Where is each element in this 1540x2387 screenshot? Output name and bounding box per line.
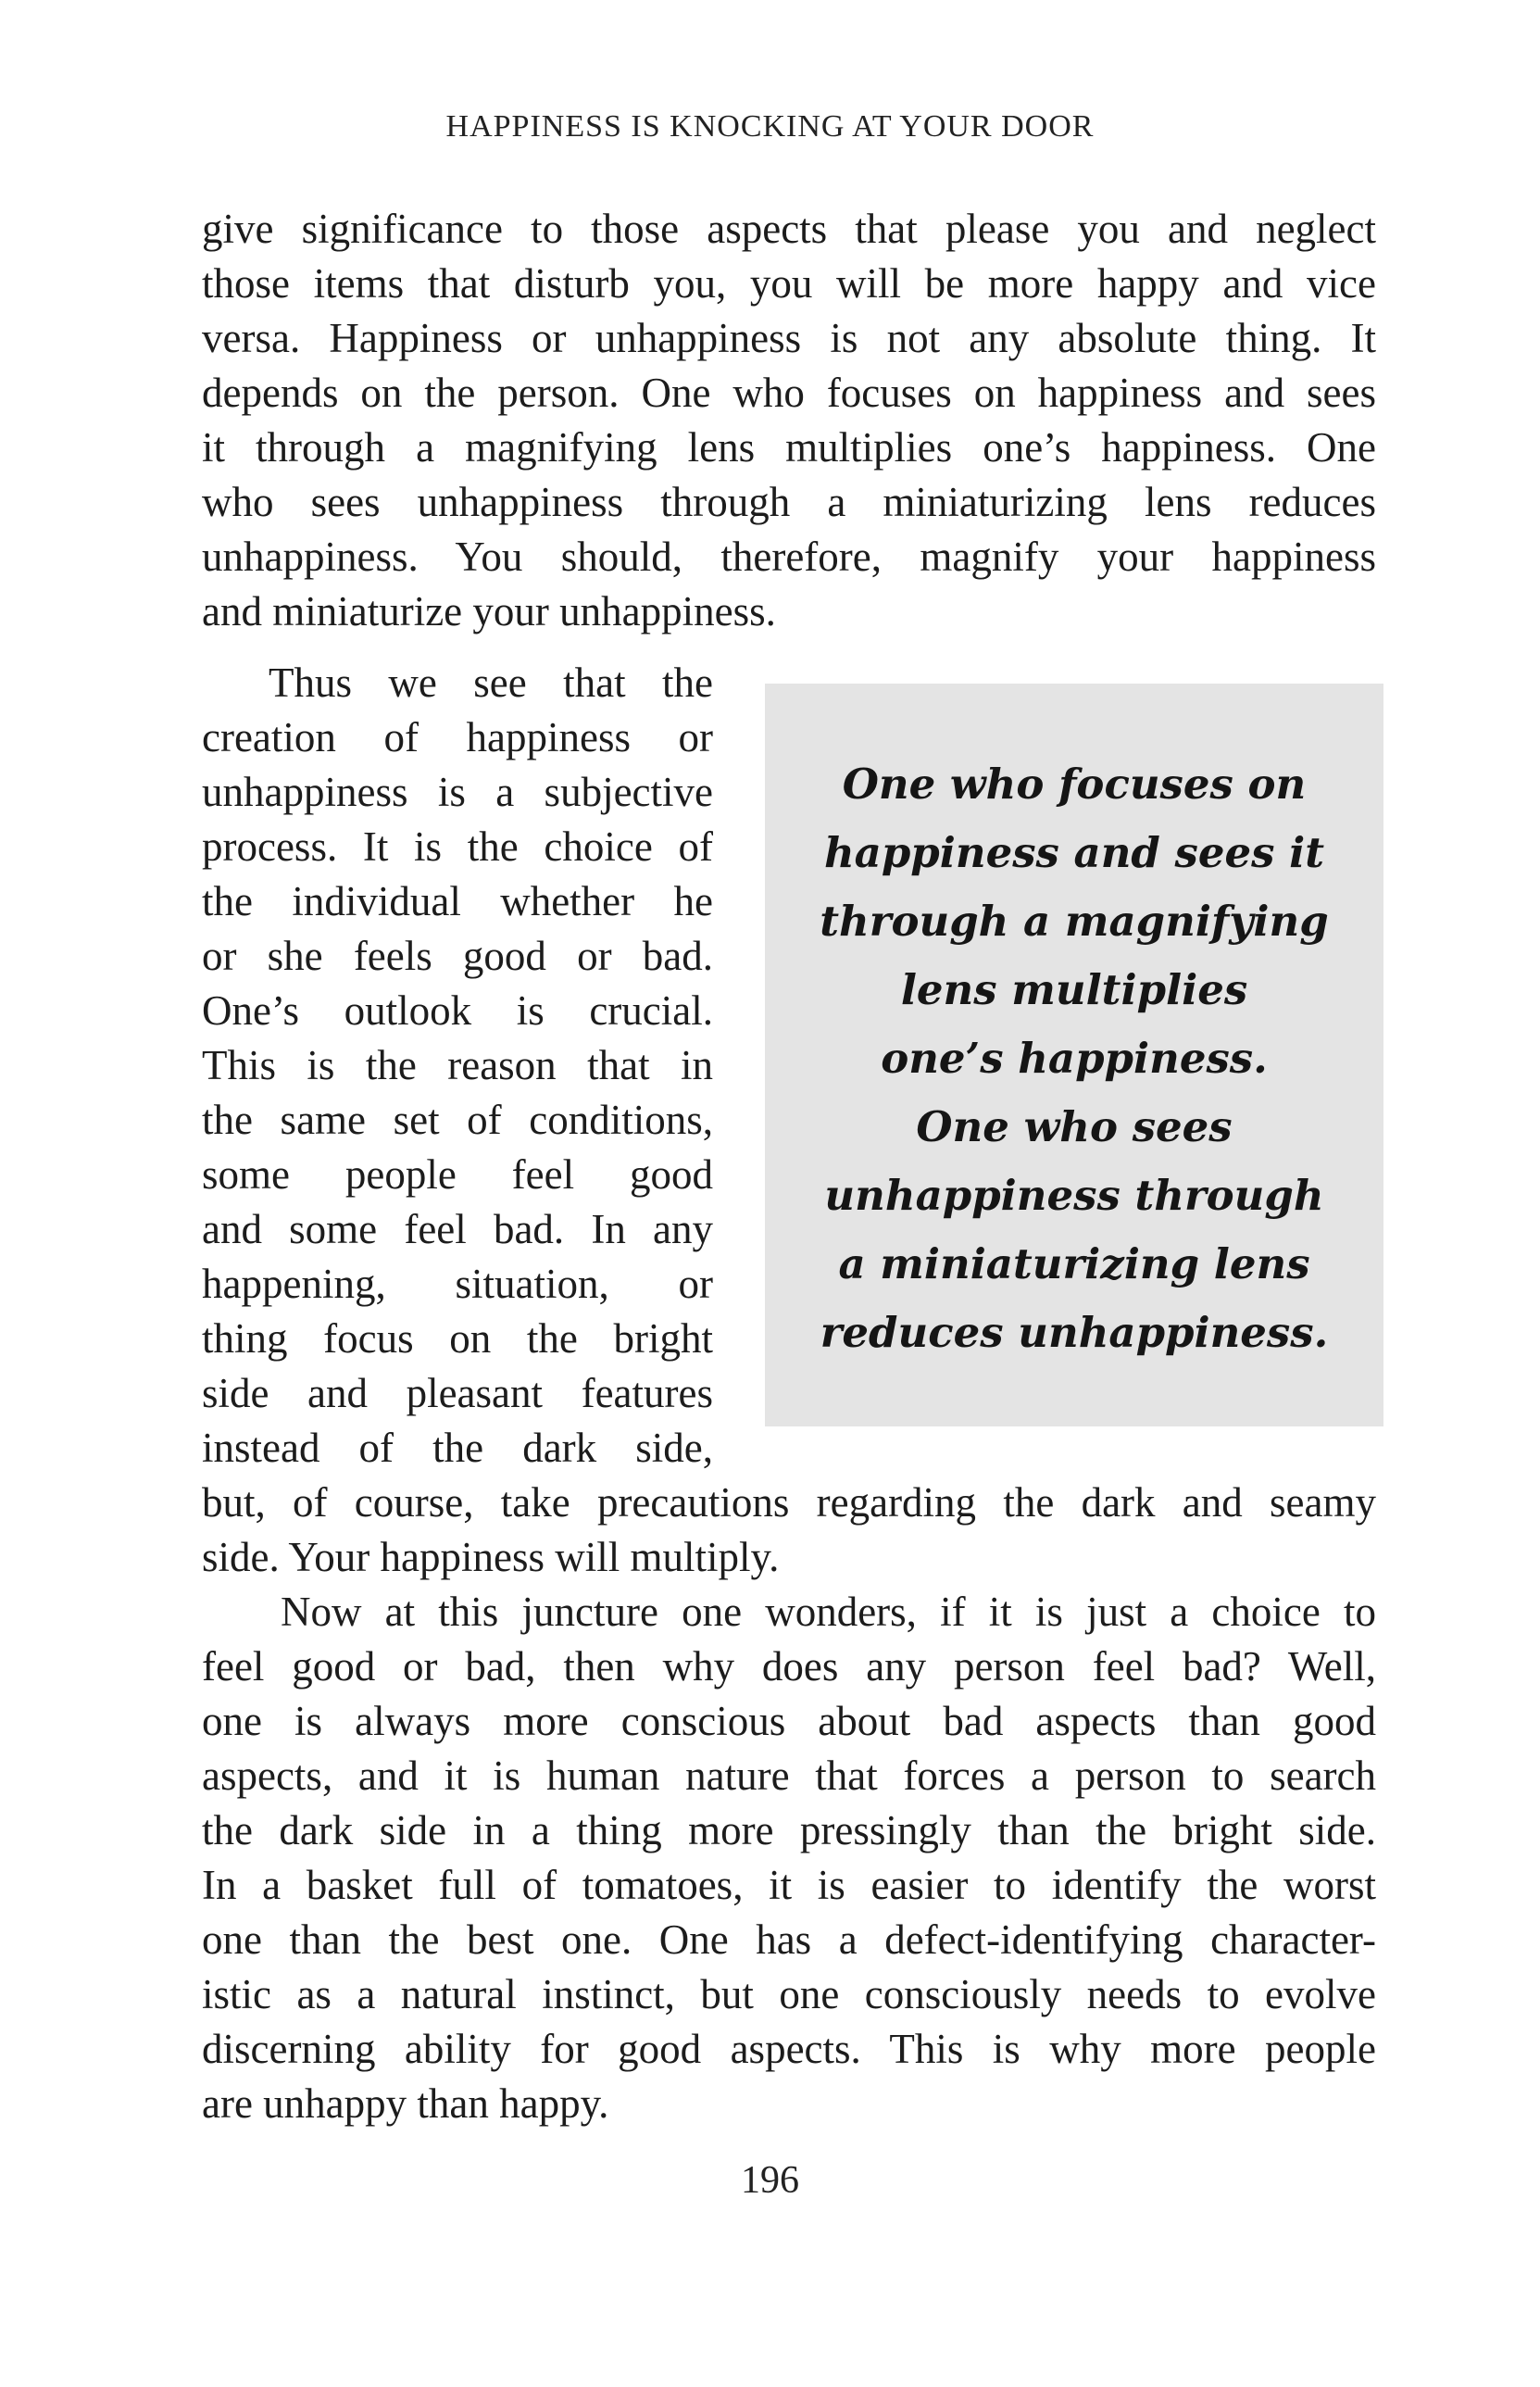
text-line: creation of happiness or [202, 714, 713, 760]
text-line: discerning ability for good aspects. This is why more people [202, 2026, 1376, 2072]
paragraph-3 [202, 1585, 1376, 2131]
text-line: side and pleasant features [202, 1370, 713, 1416]
running-head: HAPPINESS IS KNOCKING AT YOUR DOOR [445, 109, 1095, 144]
text-line: side. Your happiness will multiply. [202, 1534, 780, 1580]
text-line: instead of the dark side, [202, 1425, 713, 1471]
text-line: unhappiness is a subjective [202, 769, 713, 815]
text-line: or she feels good or bad. [202, 933, 713, 979]
text-line: versa. Happiness or unhappiness is not any absolute thing. It [202, 315, 1376, 361]
text-line: the individual whether he [202, 878, 713, 924]
text-line: depends on the person. One who focuses on happiness and sees [202, 370, 1376, 416]
text-line: process. It is the choice of [202, 823, 713, 870]
text-line: some people feel good [202, 1151, 713, 1198]
pull-quote-line: one’s happiness. [881, 1034, 1268, 1083]
pull-quote-line: through a magnifying [820, 897, 1329, 946]
text-line: In a basket full of tomatoes, it is easier to identify the worst [202, 1862, 1376, 1908]
text-line: Thus we see that the [269, 660, 713, 706]
text-line: give significance to those aspects that please you and neglect [202, 206, 1376, 252]
text-line: but, of course, take precautions regarding the dark and seamy [202, 1479, 1376, 1526]
text-line: one is always more conscious about bad aspects than good [202, 1698, 1376, 1744]
text-line: and some feel bad. In any [202, 1206, 713, 1252]
text-line: feel good or bad, then why does any person feel bad? Well, [202, 1643, 1376, 1690]
text-line: istic as a natural instinct, but one consciously needs to evolve [202, 1971, 1376, 2017]
text-line: unhappiness. You should, therefore, magnify your happiness [202, 534, 1376, 580]
text-line: and miniaturize your unhappiness. [202, 588, 776, 634]
pull-quote-line: lens multiplies [900, 965, 1248, 1014]
text-line: One’s outlook is crucial. [202, 987, 713, 1034]
text-line: thing focus on the bright [202, 1315, 713, 1362]
text-line: the dark side in a thing more pressingly than the bright side. [202, 1807, 1376, 1853]
text-line: This is the reason that in [202, 1042, 713, 1088]
pull-quote-line: reduces unhappiness. [820, 1308, 1329, 1357]
pull-quote-line: a miniaturizing lens [838, 1239, 1310, 1288]
page-number: 196 [741, 2159, 799, 2202]
pull-quote-line: One who focuses on [842, 760, 1307, 809]
text-line: those items that disturb you, you will be more happy and vice [202, 260, 1376, 307]
pull-quote-line: One who sees [916, 1102, 1233, 1151]
paragraph-1 [202, 202, 1376, 639]
text-line: aspects, and it is human nature that forces a person to search [202, 1753, 1376, 1799]
text-line: happening, situation, or [202, 1261, 713, 1307]
text-line: are unhappy than happy. [202, 2080, 609, 2127]
pull-quote-line: happiness and sees it [823, 828, 1325, 877]
text-line: one than the best one. One has a defect-identifying character- [202, 1916, 1376, 1963]
pull-quote-line: unhappiness through [824, 1171, 1324, 1220]
pull-quote-box [765, 684, 1383, 1426]
text-line: it through a magnifying lens multiplies one’s happiness. One [202, 424, 1376, 471]
text-line: the same set of conditions, [202, 1097, 713, 1143]
text-line: who sees unhappiness through a miniaturizing lens reduces [202, 479, 1376, 525]
text-line: Now at this juncture one wonders, if it is just a choice to [281, 1589, 1376, 1635]
